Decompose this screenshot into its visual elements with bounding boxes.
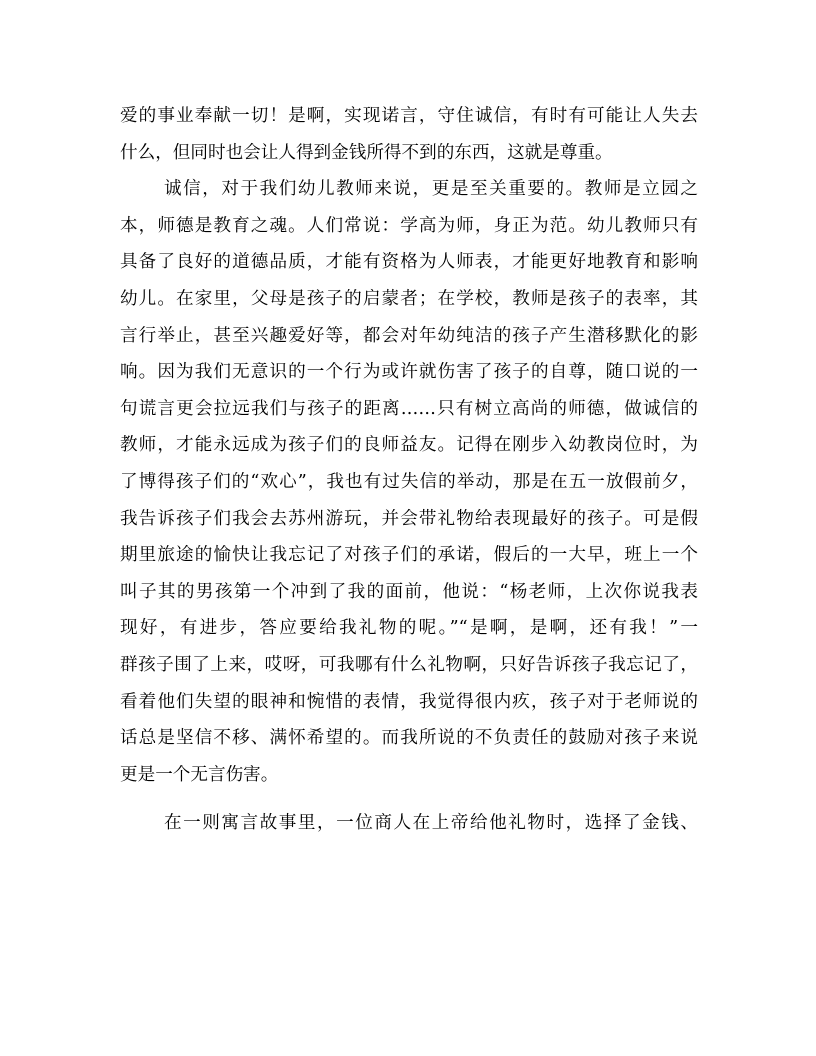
text-line: 教师，才能永远成为孩子们的良师益友。记得在刚步入幼教岗位时，为 bbox=[120, 435, 698, 456]
text-line: 言行举止，甚至兴趣爱好等，都会对年幼纯洁的孩子产生潜移默化的影 bbox=[120, 325, 698, 346]
text-line: 叫子其的男孩第一个冲到了我的面前，他说：“杨老师，上次你说我表 bbox=[120, 581, 698, 602]
text-line: 话总是坚信不移、满怀希望的。而我所说的不负责任的鼓励对孩子来说 bbox=[120, 728, 698, 749]
paragraph bbox=[120, 171, 698, 793]
text-line: 爱的事业奉献一切！是啊，实现诺言，守住诚信，有时有可能让人失去 bbox=[120, 106, 698, 126]
text-line: 幼儿。在家里，父母是孩子的启蒙者；在学校，教师是孩子的表率，其 bbox=[120, 288, 698, 309]
paragraph bbox=[120, 98, 698, 171]
text-line: 具备了良好的道德品质，才能有资格为人师表，才能更好地教育和影响 bbox=[120, 252, 698, 273]
text-line: 看着他们失望的眼神和惋惜的表情，我觉得很内疚，孩子对于老师说的 bbox=[120, 691, 698, 712]
text-line: 句谎言更会拉远我们与孩子的距离……只有树立高尚的师德，做诚信的 bbox=[120, 398, 698, 419]
text-line: 更是一个无言伤害。 bbox=[120, 764, 279, 785]
text-line: 现好，有进步，答应要给我礼物的呢。”“是啊，是啊，还有我！”一 bbox=[120, 618, 698, 639]
text-line: 在一则寓言故事里，一位商人在上帝给他礼物时，选择了金钱、 bbox=[164, 813, 698, 834]
text-line: 什么，但同时也会让人得到金钱所得不到的东西，这就是尊重。 bbox=[120, 142, 613, 163]
document-body bbox=[120, 98, 698, 842]
paragraph-gap bbox=[120, 793, 698, 805]
text-line: 我告诉孩子们我会去苏州游玩，并会带礼物给表现最好的孩子。可是假 bbox=[120, 508, 698, 529]
text-line: 群孩子围了上来，哎呀，可我哪有什么礼物啊，只好告诉孩子我忘记了， bbox=[120, 654, 698, 675]
text-line: 了博得孩子们的“欢心”，我也有过失信的举动，那是在五一放假前夕， bbox=[120, 471, 698, 492]
text-line: 期里旅途的愉快让我忘记了对孩子们的承诺，假后的一大早，班上一个 bbox=[120, 545, 698, 566]
paragraph bbox=[120, 805, 698, 842]
text-line: 响。因为我们无意识的一个行为或许就伤害了孩子的自尊，随口说的一 bbox=[120, 362, 698, 383]
text-line: 诚信，对于我们幼儿教师来说，更是至关重要的。教师是立园之 bbox=[164, 179, 698, 200]
text-line: 本，师德是教育之魂。人们常说：学高为师，身正为范。幼儿教师只有 bbox=[120, 215, 698, 236]
